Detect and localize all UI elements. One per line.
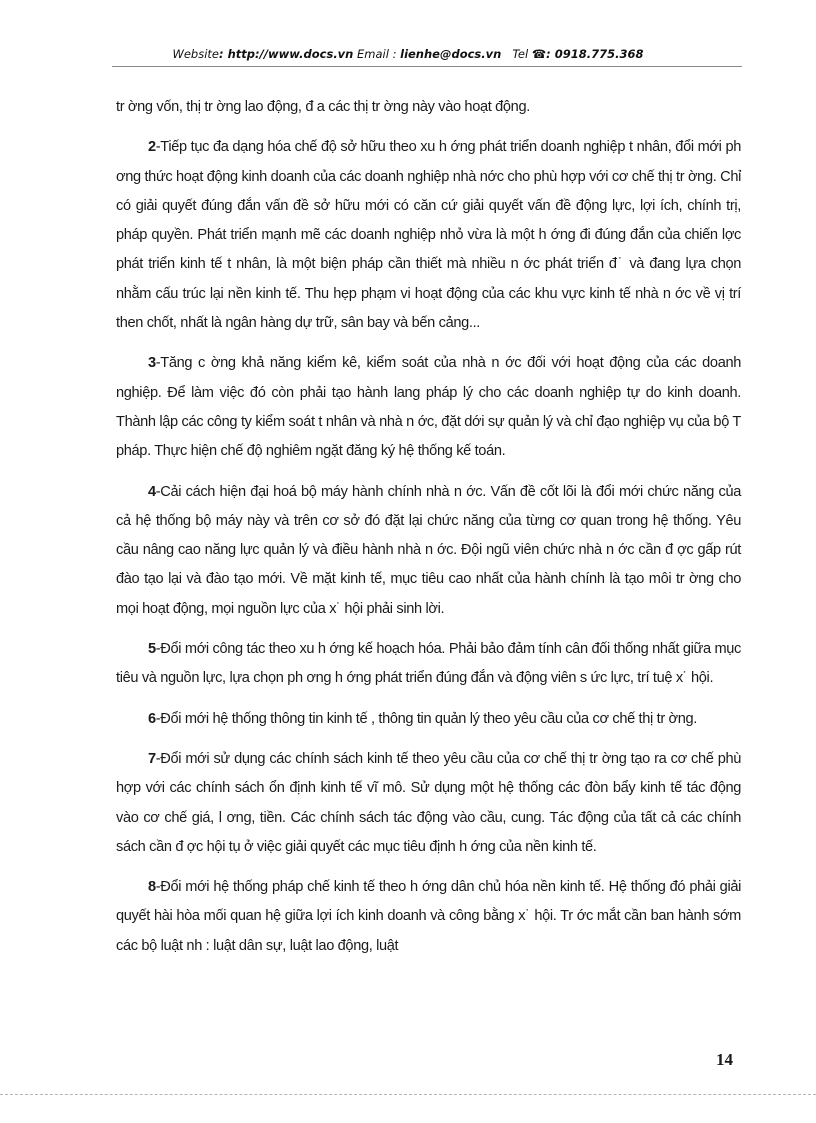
item-number: 8 — [148, 879, 156, 896]
page-header — [0, 47, 816, 61]
header-divider — [112, 66, 742, 67]
item-number: 3 — [148, 355, 156, 372]
paragraph-item-7 — [116, 745, 741, 862]
paragraph-text: -Đổi mới hệ thống thông tin kinh tế , thông tin quản lý theo yêu cầu của cơ chế thị tr ờng. — [155, 710, 698, 727]
item-number: 6 — [148, 710, 156, 727]
website-label: Website — [172, 47, 219, 61]
paragraph-item-2 — [116, 133, 741, 338]
paragraph-text: -Tiếp tục đa dạng hóa chế độ sở hữu theo xu h ớng phát triển doanh nghiệp t nhân, đổi mới ph ơng thức hoạt động kinh doanh của các doanh nghiệp nhà nớc cho phù hợp với cơ chế thị tr ờng. Chỉ có giải quyết đúng đắn vấn đề sở hữu mới có căn cứ giải quyết vấn đề động lực, lợi ích, chính trị, pháp quyền. Phát triển mạnh mẽ các doanh nghiệp nhỏ vừa là một h ớng đi đúng đắn của chiến lợc phát triển kinh tế t nhân, là một biện pháp cần thiết mà nhiều n ớc phát triển đ˙ và đang lựa chọn nhằm cấu trúc lại nền kinh tế. Thu hẹp phạm vi hoạt động của các khu vực kinh tế nhà n ớc về vị trí then chốt, nhất là ngân hàng dự trữ, sân bay và bến cảng... — [116, 139, 741, 332]
document-body — [116, 93, 741, 972]
paragraph-text: -Tăng c ờng khả năng kiểm kê, kiểm soát của nhà n ớc đối với hoạt động của các doanh nghiệp. Để làm việc đó còn phải tạo hành lang pháp lý cho các doanh nghiệp tự do kinh doanh. Thành lập các công ty kiểm soát t nhân và nhà n ớc, đặt dới sự quản lý và chỉ đạo nghiệp vụ của bộ T pháp. Thực hiện chế độ nghiêm ngặt đăng ký hệ thống kế toán. — [116, 355, 741, 460]
paragraph-continuation — [116, 93, 741, 122]
paragraph-item-6 — [116, 705, 741, 734]
paragraph-text: -Cải cách hiện đại hoá bộ máy hành chính nhà n ớc. Vấn đề cốt lõi là đổi mới chức năng của cả hệ thống bộ máy này và trên cơ sở đó đặt lại chức năng của từng cơ quan trong hệ thống. Yêu cầu nâng cao năng lực quản lý và điều hành nhà n ớc. Đội ngũ viên chức nhà n ớc cần đ ợc gấp rút đào tạo lại và đào tạo mới. Về mặt kinh tế, mục tiêu cao nhất của hành chính là tạo môi tr ờng cho mọi hoạt động, mọi nguồn lực của x˙ hội phải sinh lời. — [116, 483, 741, 617]
website-url[interactable]: : http://www.docs.vn — [219, 47, 354, 61]
paragraph-item-5 — [116, 635, 741, 694]
footer-divider — [0, 1094, 816, 1095]
paragraph-text: -Đổi mới công tác theo xu h ớng kế hoạch hóa. Phải bảo đảm tính cân đối thống nhất giữa mục tiêu và nguồn lực, lựa chọn ph ơng h ớng phát triển đúng đắn và động viên s ức lực, trí tuệ x˙ hội. — [116, 641, 741, 687]
paragraph-text: -Đổi mới sử dụng các chính sách kinh tế theo yêu cầu của cơ chế thị tr ờng tạo ra cơ chế phù hợp với các chính sách ổn định kinh tế vĩ mô. Sử dụng một hệ thống các đòn bẩy kinh tế tác động vào cơ chế giá, l ơng, tiền. Các chính sách tác động vào cầu, cung. Tác động của tất cả các chính sách cần đ ợc hội tụ ở việc giải quyết các mục tiêu định h ớng của nền kinh tế. — [116, 750, 741, 855]
paragraph-item-3 — [116, 349, 741, 466]
page-number: 14 — [716, 1050, 733, 1069]
item-number: 2 — [148, 139, 156, 156]
paragraph-text: -Đổi mới hệ thống pháp chế kinh tế theo h ớng dân chủ hóa nền kinh tế. Hệ thống đó phải giải quyết hài hòa mối quan hệ giữa lợi ích kinh doanh và công bằng x˙ hội. Tr ớc mắt cần ban hành sớm các bộ luật nh : luật dân sự, luật lao động, luật — [116, 879, 741, 954]
email-address[interactable]: lienhe@docs.vn — [400, 47, 502, 61]
paragraph-item-8 — [116, 873, 741, 961]
paragraph-text: tr ờng vốn, thị tr ờng lao động, đ a các thị tr ờng này vào hoạt động. — [116, 99, 530, 115]
item-number: 4 — [148, 483, 156, 500]
item-number: 7 — [148, 750, 156, 767]
paragraph-item-4 — [116, 478, 741, 624]
item-number: 5 — [148, 641, 156, 658]
email-label: Email : — [357, 47, 397, 61]
tel-label: Tel — [512, 47, 529, 61]
tel-number: ☎: 0918.775.368 — [531, 47, 644, 61]
